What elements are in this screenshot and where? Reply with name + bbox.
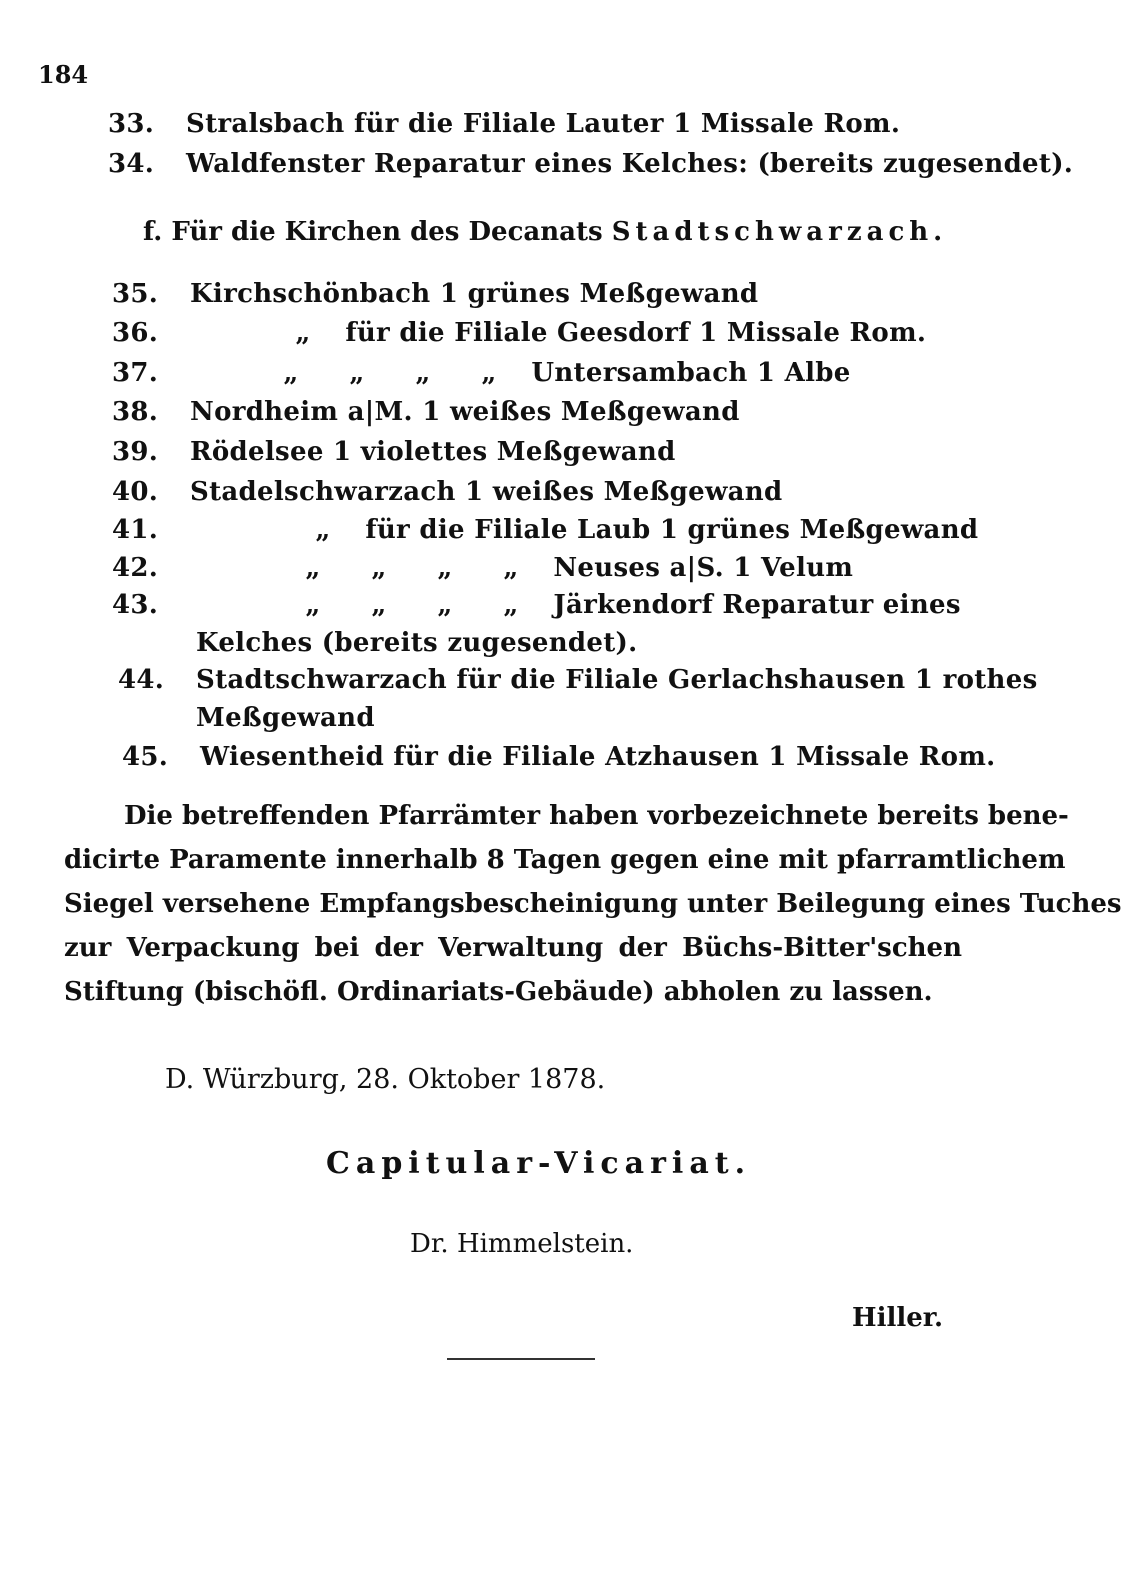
item-number: 43. (112, 590, 159, 620)
item-text: Kirchschönbach 1 grünes Meßgewand (190, 279, 759, 309)
item-text: Neuses a|S. 1 Velum (553, 553, 854, 583)
item-number: 45. (122, 742, 169, 772)
closing-rule (447, 1358, 595, 1360)
ditto-mark: „ (415, 358, 431, 388)
list-item (122, 742, 996, 776)
list-item (112, 397, 972, 431)
item-text: Stadtschwarzach für die Filiale Gerlachshausen 1 rothes (196, 665, 1038, 695)
list-item (118, 665, 1038, 699)
item-text: Nordheim a|M. 1 weißes Meßgewand (190, 397, 740, 427)
ditto-mark: „ (283, 358, 299, 388)
list-item (112, 590, 972, 624)
item-number: 44. (118, 665, 165, 695)
instructions-paragraph (64, 794, 1122, 1014)
paragraph-line: Stiftung (bischöfl. Ordinariats-Gebäude) abholen zu lassen. (64, 977, 933, 1007)
list-item (112, 358, 972, 392)
item-number: 38. (112, 397, 159, 427)
item-text: Untersambach 1 Albe (531, 358, 851, 388)
list-item (112, 279, 972, 313)
secretary: Hiller. (852, 1303, 944, 1333)
ditto-mark: „ (349, 358, 365, 388)
list-item (112, 318, 972, 352)
item-text: für die Filiale Laub 1 grünes Meßgewand (365, 515, 979, 545)
item-text: Wiesentheid für die Filiale Atzhausen 1 Missale Rom. (200, 742, 996, 772)
item-number: 37. (112, 358, 159, 388)
list-item (112, 477, 972, 511)
ditto-mark: „ (503, 590, 519, 620)
ditto-mark: „ (371, 553, 387, 583)
ditto-mark: „ (305, 590, 321, 620)
item-text: für die Filiale Geesdorf 1 Missale Rom. (345, 318, 927, 348)
ditto-mark: „ (437, 590, 453, 620)
ditto-mark: „ (503, 553, 519, 583)
paragraph-line: dicirte Paramente innerhalb 8 Tagen gegen eine mit pfarramtlichem (64, 845, 1066, 875)
item-number: 42. (112, 553, 159, 583)
ditto-mark: „ (315, 515, 331, 545)
section-heading-prefix: f. Für die Kirchen des Decanats (143, 217, 603, 247)
item-text: Järkendorf Reparatur eines (553, 590, 961, 620)
paragraph-line: zur Verpackung bei der Verwaltung der Büchs-Bitter'schen (64, 933, 962, 963)
list-item (112, 553, 972, 587)
ditto-mark: „ (371, 590, 387, 620)
list-item (108, 109, 968, 143)
item-number: 39. (112, 437, 159, 467)
item-number: 33. (108, 109, 155, 139)
list-item (108, 149, 1074, 183)
paragraph-line: Siegel versehene Empfangsbescheinigung unter Beilegung eines Tuches (64, 889, 1122, 919)
ditto-mark: „ (295, 318, 311, 348)
item-continuation: Meßgewand (196, 703, 375, 733)
page-number: 184 (38, 60, 89, 89)
item-number: 36. (112, 318, 159, 348)
ditto-mark: „ (305, 553, 321, 583)
item-text: Stralsbach für die Filiale Lauter 1 Missale Rom. (186, 109, 901, 139)
issuing-office: Capitular-Vicariat. (326, 1146, 752, 1181)
ditto-mark: „ (437, 553, 453, 583)
date-line: D. Würzburg, 28. Oktober 1878. (165, 1064, 606, 1095)
item-number: 41. (112, 515, 159, 545)
signatory: Dr. Himmelstein. (410, 1229, 634, 1259)
item-text: Waldfenster Reparatur eines Kelches: (bereits zugesendet). (186, 149, 1074, 179)
item-number: 34. (108, 149, 155, 179)
list-item (112, 437, 972, 471)
list-item (112, 515, 979, 549)
paragraph-line: Die betreffenden Pfarrämter haben vorbezeichnete bereits bene- (124, 801, 1069, 831)
item-text: Stadelschwarzach 1 weißes Meßgewand (190, 477, 783, 507)
item-text: Rödelsee 1 violettes Meßgewand (190, 437, 676, 467)
section-heading (143, 217, 947, 247)
ditto-mark: „ (481, 358, 497, 388)
section-heading-place: Stadtschwarzach. (611, 217, 948, 247)
item-number: 40. (112, 477, 159, 507)
item-number: 35. (112, 279, 159, 309)
item-continuation: Kelches (bereits zugesendet). (196, 628, 638, 658)
